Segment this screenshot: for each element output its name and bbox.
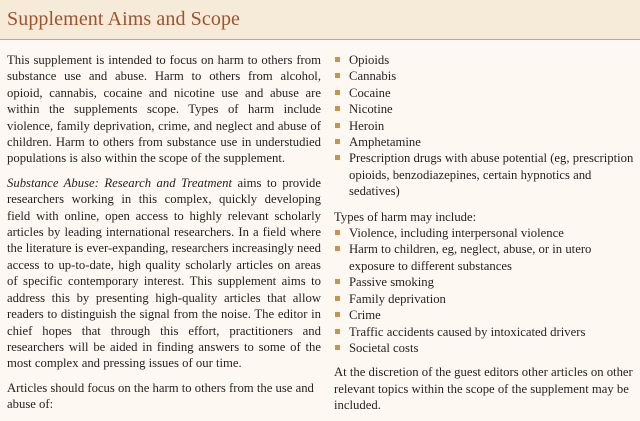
list-item: Amphetamine [334,134,634,150]
square-bullet-icon [335,246,340,251]
list-item: Passive smoking [334,274,634,290]
list-item: Cocaine [334,85,634,101]
header-band [0,0,640,40]
list-item: Violence, including interpersonal violence [334,225,634,241]
header-divider [0,39,640,40]
square-bullet-icon [335,329,340,334]
square-bullet-icon [335,106,340,111]
harm-list [334,225,634,356]
list-item: Societal costs [334,340,634,356]
list-item: Nicotine [334,101,634,117]
list-item: Traffic accidents caused by intoxicated drivers [334,324,634,340]
list-item: Crime [334,307,634,323]
substance-list [334,52,634,200]
list-item: Opioids [334,52,634,68]
closing-paragraph: At the discretion of the guest editors other articles on other relevant topics within the scope of the supplement may be included. [334,365,633,413]
journal-paragraph-text: aims to provide researchers working in this complex, quickly developing field with online, open access to highly relevant scholarly articles by leading international researchers. In a field where the literature is ever-expanding, researchers increasingly need access to up-to-date, high quality scholarly articles on areas of specific contemporary interest. This supplement aims to address this by presenting high-quality articles that allow readers to distinguish the signal from the noise. The editor in chief hopes that through this effort, practitioners and researchers will be aided in finding answers to some of the most complex and pressing issues of our time. [7,175,321,371]
list-item: Family deprivation [334,291,634,307]
right-column [334,52,634,414]
page-title: Supplement Aims and Scope [7,8,241,30]
list-item: Cannabis [334,68,634,84]
harm-heading: Types of harm may include: [334,209,477,224]
list-item: Heroin [334,118,634,134]
journal-name: Substance Abuse: Research and Treatment [7,175,233,190]
focus-paragraph: Articles should focus on the harm to others from the use and abuse of: [7,380,314,412]
square-bullet-icon [335,73,340,78]
intro-paragraph: This supplement is intended to focus on harm to others from substance use and abuse. Harm to others from alcohol, opioid, cannabis, cocaine and nicotine use and abuse are within the supplements scope. Types of harm include violence, family deprivation, crime, and neglect and abuse of children. Harm to others from substance use in understudied populations is also within the scope of the supplement. [7,53,321,166]
square-bullet-icon [335,312,340,317]
square-bullet-icon [335,90,340,95]
square-bullet-icon [335,345,340,350]
square-bullet-icon [335,155,340,160]
square-bullet-icon [335,57,340,62]
square-bullet-icon [335,139,340,144]
square-bullet-icon [335,230,340,235]
square-bullet-icon [335,296,340,301]
square-bullet-icon [335,279,340,284]
square-bullet-icon [335,123,340,128]
journal-paragraph [7,175,321,372]
list-item: Harm to children, eg, neglect, abuse, or in utero exposure to different substances [334,241,634,274]
left-column [7,52,321,421]
list-item: Prescription drugs with abuse potential (eg, prescription opioids, benzodiazepines, certain hypnotics and sedatives) [334,150,634,199]
